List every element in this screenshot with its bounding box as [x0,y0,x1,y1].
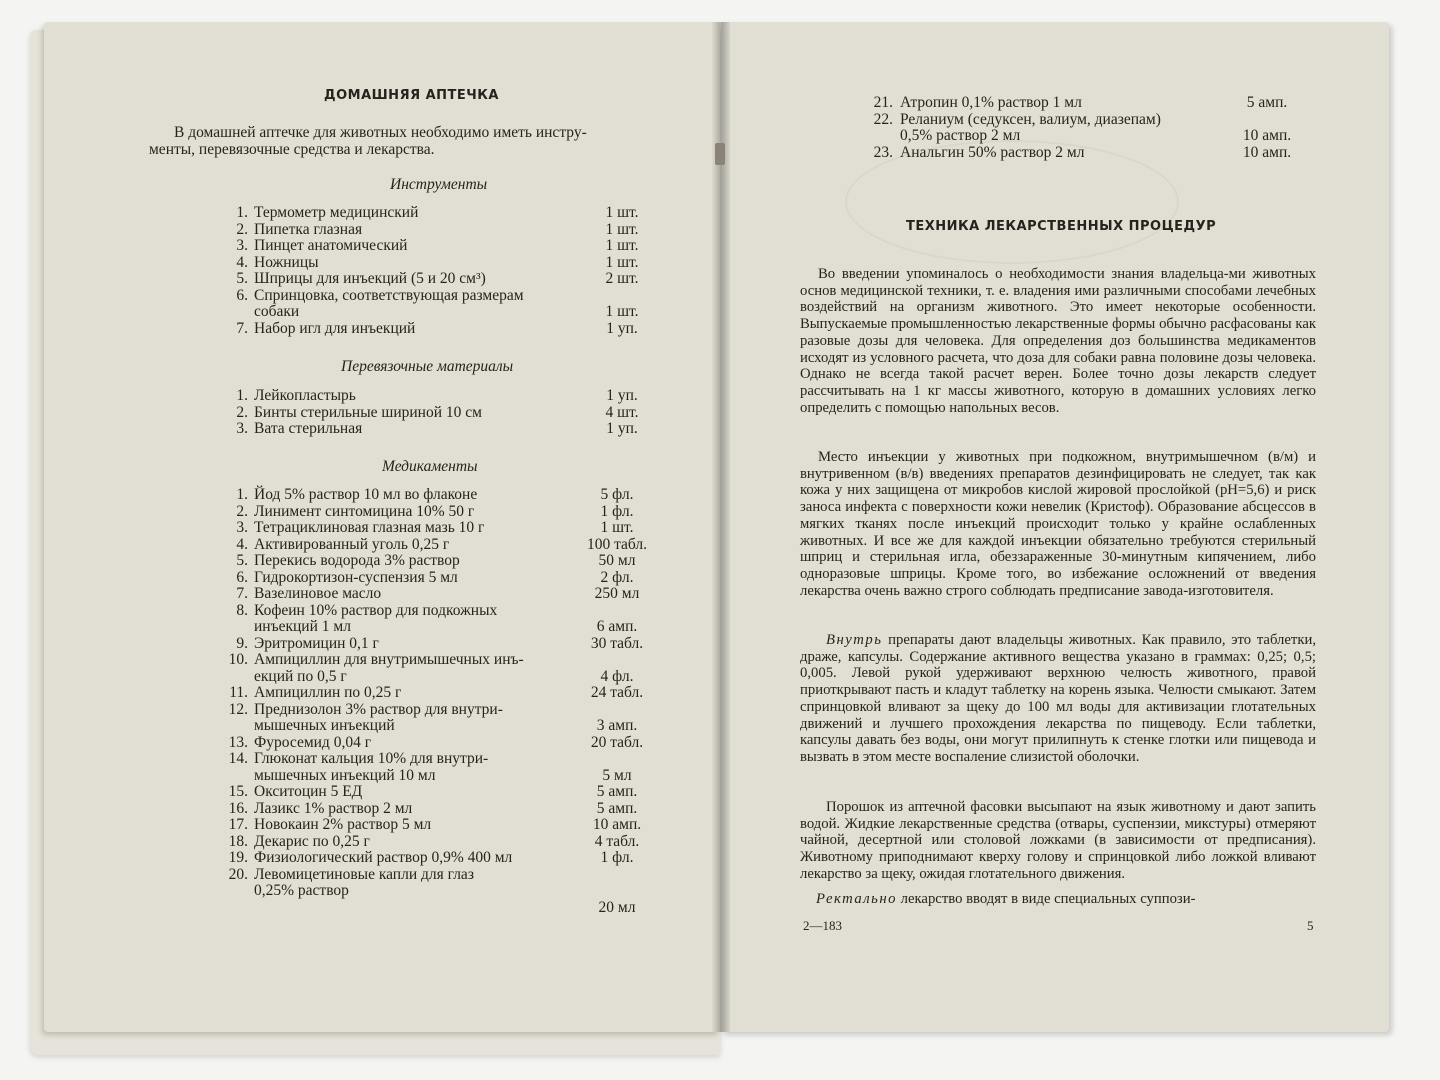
list-item-number: 5. [236,270,248,287]
book-gutter [712,22,730,1032]
list-item-number: 1. [236,204,248,221]
list-item-text: Лазикс 1% раствор 2 мл [254,799,413,817]
paragraph-4 [800,799,1316,883]
list-item-text: Набор игл для инъекций [254,319,416,337]
list-item-text: Линимент синтомицина 10% 50 г [254,502,475,520]
list-item-quantity: 5 амп. [596,799,638,817]
list-item-quantity: 1 шт. [605,204,639,221]
paragraph-5 [800,891,1316,908]
list-item-quantity: 4 шт. [605,403,639,421]
list-item-number: 4. [236,253,248,271]
list-item-text: Бинты стерильные шириной 10 см [254,403,482,421]
list-item-text: собаки [254,303,300,320]
list-item-text: Гидрокортизон-суспензия 5 мл [254,568,458,586]
list-item-quantity: 20 мл [598,898,636,916]
list-item-number: 1. [236,387,248,404]
list-item-number: 6. [236,286,248,304]
paragraph-3-lead: Внутрь [826,632,883,648]
list-item-number: 3. [236,420,248,437]
list-item-number: 7. [236,585,248,602]
list-item-number: 3. [236,237,248,254]
list-item-quantity: 6 амп. [596,618,638,635]
list-item-text: Новокаин 2% раствор 5 мл [254,816,432,833]
list-item-text: Йод 5% раствор 10 мл во флаконе [254,486,478,503]
list-item-text: Физиологический раствор 0,9% 400 мл [254,849,513,866]
list-item-quantity: 1 шт. [600,519,634,536]
list-item-number: 2. [236,220,248,238]
list-item-text: инъекций 1 мл [254,618,351,635]
list-item-quantity: 5 амп. [1246,94,1288,111]
list-item-quantity: 1 фл. [600,849,634,866]
list-item-number: 8. [236,601,248,619]
paragraph-4-text: Порошок из аптечной фасовки высыпают на язык животному и дают запить водой. Жидкие лекарственные средства (отвары, суспензии, микстуры) отмеряют чайной, десертной или столовой ложками (в зависимости от предписания). Животному приподнимают кверху голову и спринцовкой либо ложкой вливают лекарство за щеку, ожидая глотательного движения. [800,799,1316,882]
list-item-number: 2. [236,403,248,421]
paragraph-1-text: Во введении упоминалось о необходимости знания владельца-ми животных основ медицинской техники, т. е. владения ими различными способами лечебных воздействий на организм животного. Это имеет некоторые особенности. Выпускаемые промышленностью лекарственные формы обычно расфасованы как разовые дозы для человека. Для определения доз большинства медикаментов исходят из условного расчета, что доза для собаки равна половине дозы человека. Однако не всегда такой расчет верен. Более точно дозы лекарств следует рассчитывать на 1 кг массы животного, которую в домашних условиях легко определить с помощью напольных весов. [800,266,1316,416]
list-item-text: Пинцет анатомический [254,237,408,254]
list-item-text: Анальгин 50% раствор 2 мл [900,143,1085,161]
list-item-text: Вата стерильная [254,420,363,437]
list-item-text: Термометр медицинский [254,204,419,221]
intro-line-2: менты, перевязочные средства и лекарства. [149,141,435,158]
list-item-quantity: 1 шт. [605,253,639,271]
list-item-text: Эритромицин 0,1 г [254,634,379,652]
list-item-number: 4. [236,535,248,553]
list-item-text: мышечных инъекций [254,717,395,734]
list-item-number: 5. [236,552,248,569]
list-item-text: Глюконат кальция 10% для внутри- [254,750,489,767]
list-item-text: Лейкопластырь [254,387,356,404]
section-heading-instruments: Инструменты [390,176,488,193]
list-item-number: 17. [228,816,248,833]
paragraph-2 [800,449,1316,599]
section-heading-dressings: Перевязочные материалы [341,358,514,375]
list-item-number: 19. [228,849,248,866]
list-item-number: 22. [873,110,893,128]
paragraph-3-text: препараты дают владельцы животных. Как правило, это таблетки, драже, капсулы. Содержание активного вещества указано в граммах: 0,25; 0,5; 0,005. Левой рукой удерживают верхнюю челюсть животного, правой приоткрывают пасть и кладут таблетку на корень языка. Челюсти смыкают. Затем спринцовкой вливают за щеку до 100 мл воды для активизации глотательных движений и лучшего прохождения лекарства по пищеводу. Если таблетки, капсулы давать без воды, они могут прилипнуть к стенке глотки или пищевода и вызвать в этом месте воспаление слизистой оболочки. [800,632,1316,765]
list-item-text: мышечных инъекций 10 мл [254,766,436,784]
list-item-quantity: 24 табл. [590,684,644,701]
list-item-number: 18. [228,832,248,850]
list-item-quantity: 250 мл [594,585,640,602]
list-item-text: Окситоцин 5 ЕД [254,783,363,800]
list-item-quantity: 10 амп. [1242,143,1292,161]
section-heading-medicines: Медикаменты [382,458,478,475]
paragraph-5-text: лекарство вводят в виде специальных суппози- [897,891,1196,907]
page-number: 5 [1307,918,1314,933]
intro-line-1: В домашней аптечке для животных необходимо иметь инстру- [174,124,587,141]
list-item-quantity: 1 уп. [606,420,638,437]
list-item-quantity: 2 фл. [600,568,634,586]
list-item-number: 10. [228,651,248,668]
list-item-number: 21. [873,94,893,111]
list-item-quantity: 1 уп. [606,387,638,404]
list-item-number: 16. [228,799,248,817]
list-item-text: Фуросемид 0,04 г [254,733,372,751]
list-item-number: 7. [236,319,248,337]
list-item-number: 9. [236,634,248,652]
list-item-number: 13. [228,733,248,751]
list-item-quantity: 4 табл. [594,832,640,850]
list-item-text: Преднизолон 3% раствор для внутри- [254,700,503,718]
list-item-quantity: 4 фл. [600,667,634,685]
list-item-quantity: 3 амп. [596,717,638,734]
list-item-text: 0,25% раствор [254,882,349,899]
paragraph-5-lead: Ректально [816,891,897,907]
list-item-text: Вазелиновое масло [254,585,382,602]
list-item-quantity: 20 табл. [590,733,644,751]
list-item-quantity: 1 шт. [605,220,639,238]
list-item-quantity: 30 табл. [590,634,644,652]
list-item-text: Тетрациклиновая глазная мазь 10 г [254,519,485,536]
list-item-text: Реланиум (седуксен, валиум, диазепам) [900,110,1161,128]
list-item-text: Активированный уголь 0,25 г [254,535,450,553]
list-item-text: 0,5% раствор 2 мл [900,127,1021,144]
list-item-quantity: 100 табл. [586,535,648,553]
list-item-number: 3. [236,519,248,536]
list-item-text: Кофеин 10% раствор для подкожных [254,601,498,619]
list-item-text: Ампициллин для внутримышечных инъ- [254,651,524,668]
list-item-number: 6. [236,568,248,586]
list-item-quantity: 50 мл [598,552,636,569]
list-item-text: Спринцовка, соответствующая размерам [254,286,524,304]
list-item-text: Перекись водорода 3% раствор [254,552,460,569]
section-title: ТЕХНИКА ЛЕКАРСТВЕННЫХ ПРОЦЕДУР [906,219,1217,234]
list-item-number: 15. [228,783,248,800]
list-item-quantity: 5 фл. [600,486,634,503]
list-item-number: 11. [229,684,248,701]
paragraph-2-text: Место инъекции у животных при подкожном, внутримышечном (в/м) и внутривенном (в/в) введениях препаратов дезинфицировать не следует, так как кожа у них защищена от микробов кислой жировой прослойкой (pH=5,6) и риск заноса инфекта с поверхности кожи невелик (Кристоф). Образование абсцессов в мягких тканях после инъекций происходит только у крайне ослабленных животных. И все же для каждой инъекции обязательно требуются стерильный шприц и стерильная игла, обеззараженные 30-минутным кипячением, либо одноразовые шприцы. Кроме того, во избежание осложнений от введения лекарства очень важно строго соблюдать предписание завода-изготовителя. [800,449,1316,599]
staple [715,143,725,165]
list-item-quantity: 10 амп. [592,816,642,833]
list-item-quantity: 2 шт. [605,270,639,287]
list-item-text: Левомицетиновые капли для глаз [254,865,474,883]
list-item-number: 20. [228,865,248,883]
list-item-number: 14. [228,750,248,767]
list-item-text: Декарис по 0,25 г [254,832,370,850]
list-item-quantity: 1 уп. [606,319,638,337]
list-item-number: 2. [236,502,248,520]
list-item-text: екций по 0,5 г [254,667,347,685]
list-item-quantity: 10 амп. [1242,127,1292,144]
list-item-text: Ампициллин по 0,25 г [254,684,402,701]
list-item-quantity: 1 фл. [600,502,634,520]
signature-mark: 2—183 [803,918,842,933]
list-item-number: 1. [236,486,248,503]
paragraph-1 [800,266,1316,416]
list-item-number: 12. [228,700,248,718]
list-item-text: Атропин 0,1% раствор 1 мл [900,94,1082,111]
list-item-quantity: 1 шт. [605,303,639,320]
paragraph-3 [800,632,1316,766]
list-item-quantity: 5 мл [602,766,632,784]
list-item-quantity: 5 амп. [596,783,638,800]
list-item-number: 23. [873,143,893,161]
list-item-text: Пипетка глазная [254,220,363,238]
page-title: ДОМАШНЯЯ АПТЕЧКА [324,88,499,103]
list-item-text: Шприцы для инъекций (5 и 20 см³) [254,270,486,287]
list-item-quantity: 1 шт. [605,237,639,254]
list-item-text: Ножницы [254,253,319,271]
